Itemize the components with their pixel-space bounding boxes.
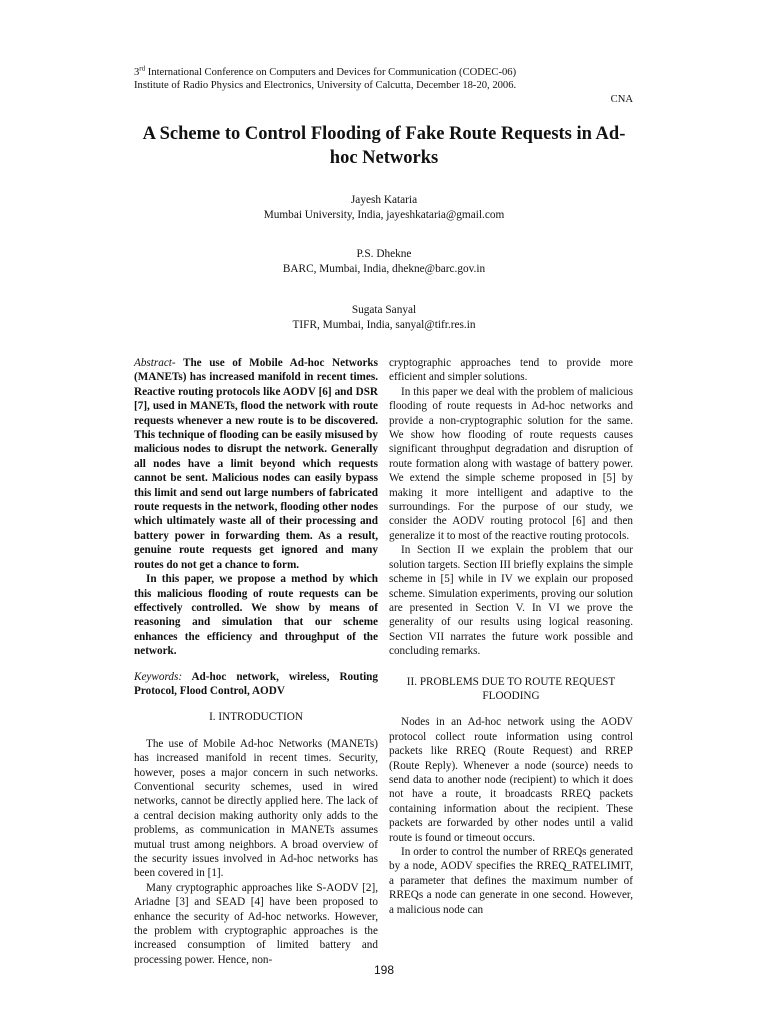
section2-paragraph-2: In order to control the number of RREQs generated by a node, AODV specifies the RREQ_RATELIMIT, a parameter that defines the maximum number of RREQs a node can generate in one second. However, a malicious node can: [389, 846, 633, 916]
author-affiliation: TIFR, Mumbai, India, sanyal@tifr.res.in: [292, 318, 476, 331]
keywords-text: Ad-hoc network, wireless, Routing Protocol, Flood Control, AODV: [134, 670, 378, 697]
track-tag: CNA: [610, 94, 633, 105]
keywords: [134, 670, 378, 699]
section2-paragraph-1: Nodes in an Ad-hoc network using the AODV protocol collect route information using control packets like RREQ (Route Request) and RREP (Route Reply). Whenever a node (source) needs to send data to another node (recipient) to which it does not have a route, it broadcasts RREQ packets containing information about the recipient. These packets are forwarded by other nodes until a valid route is found or timeout occurs.: [389, 716, 633, 844]
section-heading-problems: II. PROBLEMS DUE TO ROUTE REQUEST FLOODING: [406, 675, 616, 702]
abstract-text: The use of Mobile Ad-hoc Networks (MANETs) has increased manifold in recent times. Reactive routing protocols like AODV [6] and DSR [7], used in MANETs, flood the network with route requests whenever a new route is to be discovered. This technique of flooding can be easily misused by malicious nodes to disrupt the network. Generally all nodes have a limit beyond which requests cannot be sent. Malicious nodes can easily bypass this limit and send out large numbers of fabricated route requests in the network, flooding other nodes which ultimately waste all of their processing and battery power in forwarding them. As a result, genuine route requests get ignored and many routes do not get a chance to form.: [134, 357, 378, 571]
keywords-label: Keywords:: [134, 670, 183, 683]
author-name: Sugata Sanyal: [351, 304, 417, 316]
author-affiliation: BARC, Mumbai, India, dhekne@barc.gov.in: [282, 262, 486, 275]
paper-title: A Scheme to Control Flooding of Fake Route Requests in Ad-hoc Networks: [142, 124, 626, 168]
author-name: P.S. Dhekne: [356, 248, 412, 260]
author-affiliation: Mumbai University, India, jayeshkataria@gmail.com: [263, 208, 505, 221]
section-heading-introduction: I. INTRODUCTION: [209, 711, 303, 724]
conference-line-1: [134, 66, 654, 79]
conference-name: International Conference on Computers and Devices for Communication (CODEC-06): [145, 67, 517, 78]
right-column: [389, 356, 633, 917]
intro-paragraph-1: The use of Mobile Ad-hoc Networks (MANETs) has increased manifold in recent times. Security, however, poses a major concern in such networks. Conventional security schemes, used in wired networks, cannot be directly applied here. The lack of a central decision making authority only adds to the problems, as communication in MANETs assumes mutual trust among neighbors. A broad overview of the security issues involved in Ad-hoc networks has been covered in [1].: [134, 737, 378, 880]
author-block: [134, 193, 634, 222]
abstract-paragraph-2: In this paper, we propose a method by which this malicious flooding of route requests can be effectively controlled. We show by means of reasoning and simulation that our scheme enhances the efficiency and throughput of the network.: [134, 573, 378, 658]
conference-line-2: Institute of Radio Physics and Electronics, University of Calcutta, December 18-20, 2006.: [134, 80, 517, 91]
author-block: [134, 303, 634, 332]
conference-header: [134, 66, 654, 92]
conference-ordinal-suffix: rd: [139, 64, 146, 73]
page-number: 198: [373, 963, 395, 977]
conference-ordinal: 3: [134, 67, 140, 78]
author-name: Jayesh Kataria: [350, 194, 418, 206]
abstract-paragraph: [134, 356, 378, 572]
intro-paragraph-2-continued: cryptographic approaches tend to provide more efficient and simpler solutions.: [389, 357, 633, 384]
intro-paragraph-2: Many cryptographic approaches like S-AODV [2], Ariadne [3] and SEAD [4] have been proposed to enhance the security of Ad-hoc networks. However, the problem with cryptographic approaches is the increased consumption of limited battery and processing power. Hence, non-: [134, 881, 378, 966]
author-block: [134, 247, 634, 276]
intro-paragraph-4: In Section II we explain the problem that our solution targets. Section III briefly explains the simple scheme in [5] while in IV we explain our proposed scheme. Simulation experiments, proving our solution are presented in Section V. In VI we prove the generality of our results using logical reasoning. Section VII narrates the future work possible and concluding remarks.: [389, 544, 633, 658]
left-column: [134, 356, 378, 967]
intro-paragraph-3: In this paper we deal with the problem of malicious flooding of route requests in Ad-hoc networks and provide a non-cryptographic solution for the same. We show how flooding of route requests causes significant throughput degradation and disruption of route formation along with wastage of battery power. We extend the simple scheme proposed in [5] by making it more intelligent and adaptive to the surroundings. For the purpose of our study, we consider the AODV routing protocol [6] and then generalize it to most of the reactive routing protocols.: [389, 385, 633, 542]
abstract-label: Abstract-: [134, 357, 176, 369]
